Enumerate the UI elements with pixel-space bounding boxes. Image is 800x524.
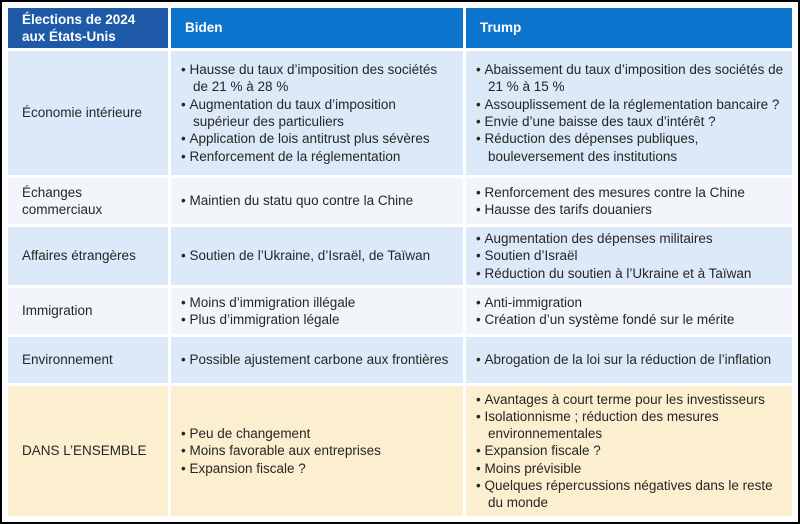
bullet-item: • Augmentation du taux d’imposition supérieur des particuliers	[181, 96, 455, 131]
bullet-item: • Plus d’immigration légale	[181, 311, 455, 328]
table-title-cell	[8, 8, 168, 48]
bullet-item: • Quelques répercussions négatives dans le reste du monde	[476, 477, 784, 512]
trump-column-header	[466, 8, 792, 48]
table-title: Élections de 2024 aux États-Unis	[22, 11, 136, 44]
bullet-item: • Hausse des tarifs douaniers	[476, 201, 784, 218]
bullet-item: • Augmentation des dépenses militaires	[476, 230, 784, 247]
row-label-affaires-etrangeres: Affaires étrangères	[8, 227, 168, 285]
biden-cell-immigration	[171, 288, 463, 334]
trump-cell-economie	[466, 51, 792, 175]
bullet-item: • Application de lois antitrust plus sévères	[181, 130, 455, 147]
biden-column-header	[171, 8, 463, 48]
row-label-echanges-commerciaux: Échanges commerciaux	[8, 178, 168, 224]
bullet-item: • Moins favorable aux entreprises	[181, 442, 455, 459]
row-label-immigration: Immigration	[8, 288, 168, 334]
biden-header-label: Biden	[185, 20, 223, 36]
bullet-item: • Avantages à court terme pour les investisseurs	[476, 391, 784, 408]
bullet-item: • Expansion fiscale ?	[181, 460, 455, 477]
bullet-item: • Réduction du soutien à l’Ukraine et à Taïwan	[476, 265, 784, 282]
biden-cell-economie	[171, 51, 463, 175]
bullet-item: • Envie d’une baisse des taux d’intérêt ?	[476, 113, 784, 130]
bullet-item: • Assouplissement de la réglementation bancaire ?	[476, 96, 784, 113]
row-label-economie-interieure: Économie intérieure	[8, 51, 168, 175]
bullet-item: • Moins prévisible	[476, 460, 784, 477]
bullet-item: • Maintien du statu quo contre la Chine	[181, 192, 455, 209]
bullet-item: • Expansion fiscale ?	[476, 442, 784, 459]
bullet-item: • Renforcement des mesures contre la Chine	[476, 184, 784, 201]
biden-cell-affaires	[171, 227, 463, 285]
bullet-item: • Possible ajustement carbone aux frontières	[181, 351, 455, 368]
biden-cell-echanges	[171, 178, 463, 224]
bullet-item: • Hausse du taux d’imposition des sociétés de 21 % à 28 %	[181, 61, 455, 96]
row-label-environnement: Environnement	[8, 337, 168, 383]
bullet-item: • Isolationnisme ; réduction des mesures environnementales	[476, 408, 784, 443]
biden-cell-ensemble	[171, 386, 463, 516]
row-label-dans-l-ensemble: DANS L’ENSEMBLE	[8, 386, 168, 516]
bullet-item: • Réduction des dépenses publiques, bouleversement des institutions	[476, 130, 784, 165]
trump-cell-environnement	[466, 337, 792, 383]
bullet-item: • Soutien de l’Ukraine, d’Israël, de Taïwan	[181, 247, 455, 264]
bullet-item: • Abaissement du taux d’imposition des sociétés de 21 % à 15 %	[476, 61, 784, 96]
bullet-item: • Peu de changement	[181, 425, 455, 442]
trump-header-label: Trump	[480, 20, 522, 36]
bullet-item: • Anti-immigration	[476, 294, 784, 311]
trump-cell-echanges	[466, 178, 792, 224]
trump-cell-ensemble	[466, 386, 792, 516]
bullet-item: • Moins d’immigration illégale	[181, 294, 455, 311]
trump-cell-affaires	[466, 227, 792, 285]
trump-cell-immigration	[466, 288, 792, 334]
bullet-item: • Soutien d’Israël	[476, 247, 784, 264]
bullet-item: • Abrogation de la loi sur la réduction de l’inflation	[476, 351, 784, 368]
comparison-table	[8, 8, 792, 516]
bullet-item: • Renforcement de la réglementation	[181, 148, 455, 165]
bullet-item: • Création d’un système fondé sur le mérite	[476, 311, 784, 328]
biden-cell-environnement	[171, 337, 463, 383]
